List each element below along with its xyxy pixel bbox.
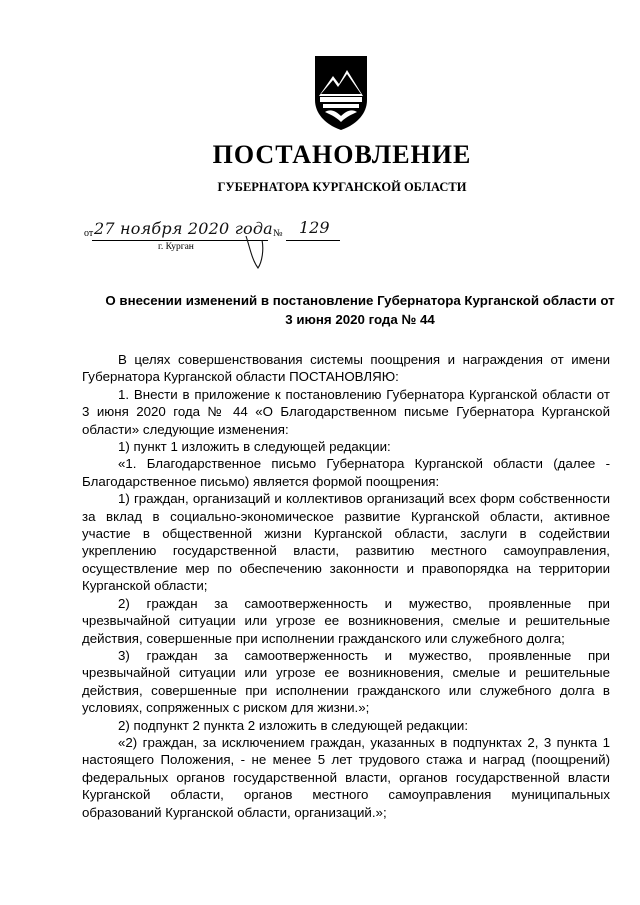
document-subject: О внесении изменений в постановление Губернатора Курганской области от 3 июня 2020 года № 44 bbox=[105, 293, 615, 327]
number-label: № bbox=[273, 228, 283, 239]
body-paragraph: 1. Внести в приложение к постановлению Губернатора Курганской области от 3 июня 2020 года № 44 «О Благодарственном письме Губернатора Курганской области» следующие изменения: bbox=[82, 386, 610, 437]
body-paragraph: «2) граждан, за исключением граждан, указанных в подпунктах 2, 3 пункта 1 настоящего Положения, - не менее 5 лет трудового стажа и наград (поощрений) федеральных органов государственной власти, органов государственной власти Курганской области, органов местного самоуправления муниципальных образований Курганской области, организаций.»; bbox=[82, 734, 610, 820]
city-label: г. Курган bbox=[158, 242, 194, 252]
number-underline bbox=[286, 240, 340, 241]
body-paragraph: В целях совершенствования системы поощрения и награждения от имени Губернатора Курганской области ПОСТАНОВЛЯЮ: bbox=[82, 352, 610, 385]
date-number-line bbox=[84, 218, 364, 270]
handwritten-date: 27 ноября 2020 года bbox=[94, 219, 273, 238]
body-paragraph: 1) пункт 1 изложить в следующей редакции: bbox=[118, 439, 391, 455]
body-paragraph: 2) граждан за самоотверженность и мужество, проявленные при чрезвычайной ситуации или угрозе ее возникновения, смелые и решительные действия, совершенные при исполнении гражданского или служебного долга; bbox=[82, 595, 610, 646]
document-subtitle: ГУБЕРНАТОРА КУРГАНСКОЙ ОБЛАСТИ bbox=[217, 180, 467, 194]
body-paragraph: «1. Благодарственное письмо Губернатора Курганской области (далее - Благодарственное письмо) является формой поощрения: bbox=[82, 456, 610, 489]
body-paragraph: 3) граждан за самоотверженность и мужество, проявленные при чрезвычайной ситуации или угрозе ее возникновения, смелые и решительные действия, совершенные при исполнении гражданского или служебного долга в условиях, сопряженных с риском для жизни.»; bbox=[82, 647, 610, 716]
coat-of-arms-icon bbox=[311, 56, 371, 132]
from-label: от bbox=[84, 228, 94, 239]
document-title: ПОСТАНОВЛЕНИЕ bbox=[212, 140, 472, 169]
document-body bbox=[82, 351, 610, 821]
handwritten-mark-icon bbox=[242, 232, 272, 272]
handwritten-number: 129 bbox=[299, 218, 330, 237]
body-paragraph: 2) подпункт 2 пункта 2 изложить в следующей редакции: bbox=[118, 717, 469, 733]
body-paragraph: 1) граждан, организаций и коллективов организаций всех форм собственности за вклад в социально-экономическое развитие Курганской области, активное участие в общественной жизни Курганской области, заслуги в содействии укреплению государственной власти, развитию местного самоуправления, осуществление мер по обеспечению законности и правопорядка на территории Курганской области; bbox=[82, 491, 610, 594]
